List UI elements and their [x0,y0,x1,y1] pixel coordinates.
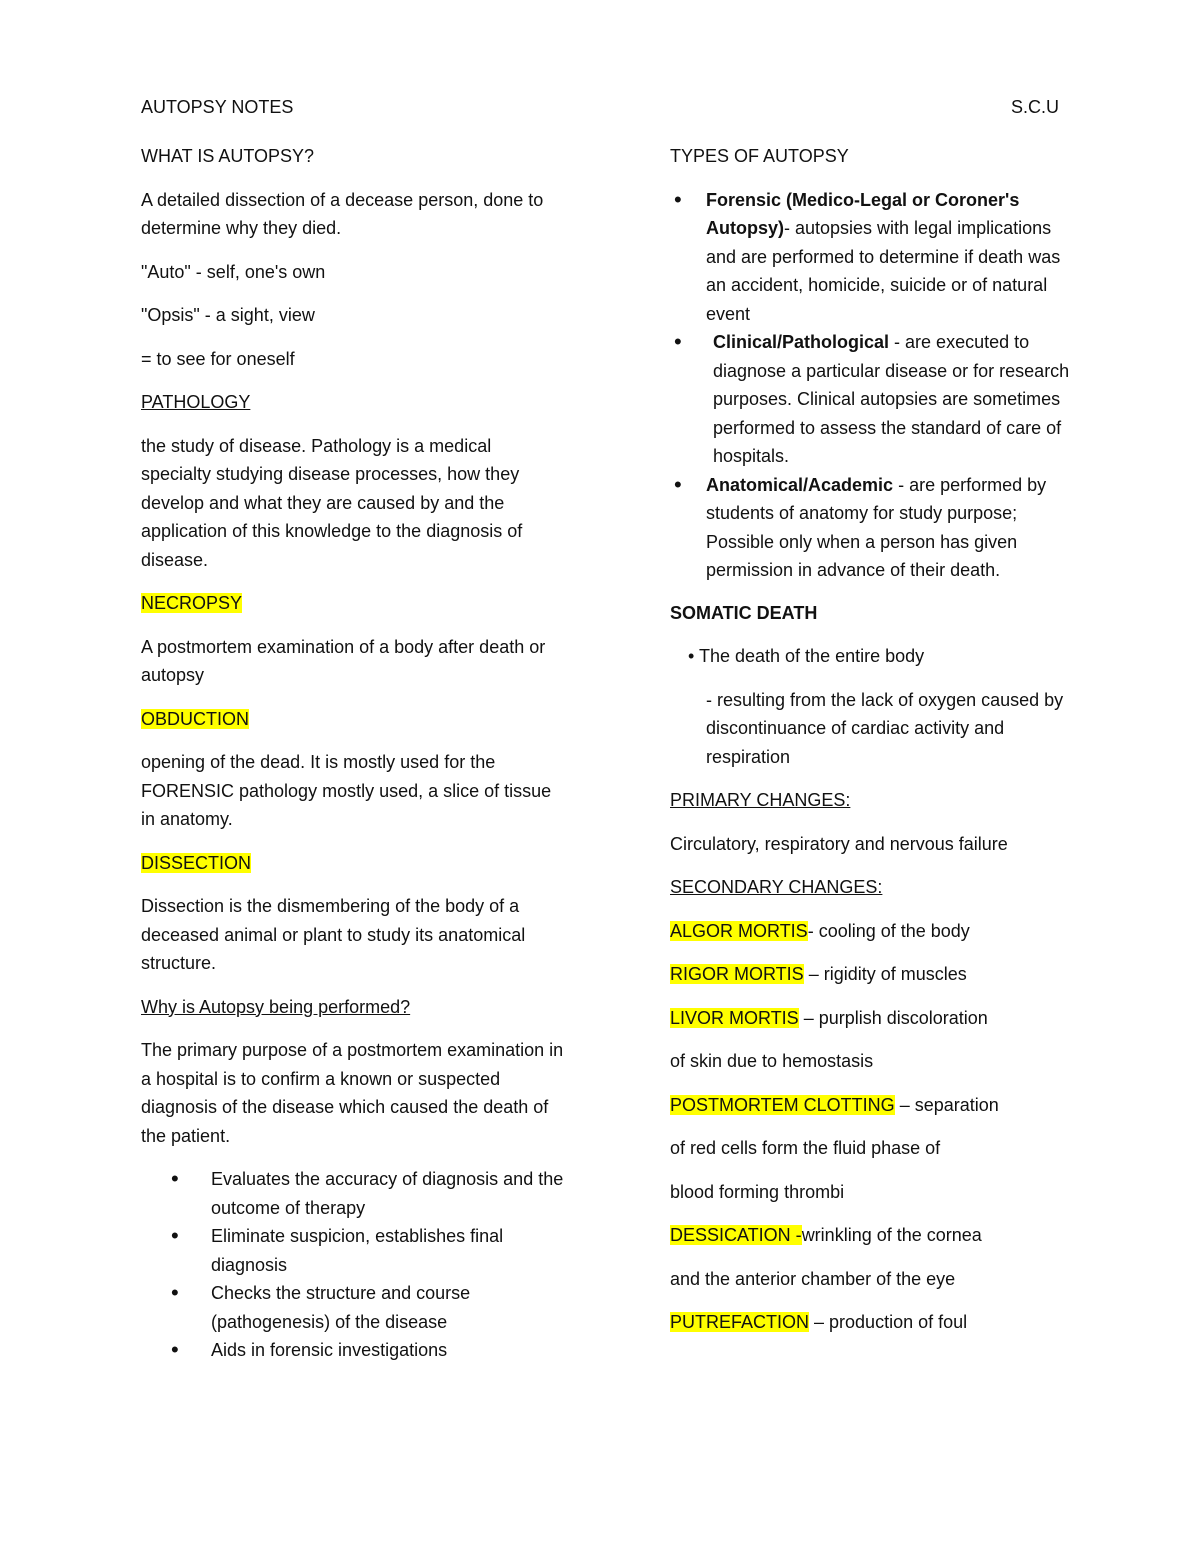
see-for-oneself: = to see for oneself [141,348,295,369]
change-term: RIGOR MORTIS [670,964,804,984]
dissection-heading: DISSECTION [141,852,252,873]
somatic-bullet: The death of the entire body [698,646,925,666]
change-term: DESSICATION - [670,1225,802,1245]
list-item: • Evaluates the accuracy of diagnosis and the outcome of therapy [141,1165,566,1222]
opsis-etymology: "Opsis" - a sight, view [141,305,315,325]
right-column [670,142,1070,1352]
document-title: AUTOPSY NOTES [141,97,294,117]
necropsy-heading: NECROPSY [141,593,243,613]
change-desc: wrinkling of the cornea [801,1225,982,1245]
type-desc-clinical: - are executed to diagnose a particular disease or for research purposes. Clinical autopsies are sometimes performed to assess the standard of care of hospitals. [713,332,1070,466]
why-autopsy-list [141,1165,566,1365]
change-desc: – purplish discoloration [798,1007,988,1028]
change-desc: of red cells form the fluid phase of [670,1138,941,1158]
why-autopsy-text: The primary purpose of a postmortem examination in a hospital is to confirm a known or suspected diagnosis of the disease which caused the death of the patient. [141,1040,564,1146]
necropsy-text: A postmortem examination of a body after death or autopsy [141,636,546,685]
type-desc-forensic: - autopsies with legal implications and are performed to determine if death was an accident, homicide, suicide or of natural event [706,218,1061,324]
change-livor-cont [670,1047,1070,1076]
left-column [141,142,566,1375]
primary-changes-text: Circulatory, respiratory and nervous failure [670,833,1008,854]
obduction-heading: OBDUCTION [141,708,249,729]
what-is-autopsy-heading: WHAT IS AUTOPSY? [141,146,315,166]
author-initials: S.C.U [1010,97,1059,117]
change-desc: blood forming thrombi [670,1181,845,1202]
list-item: • Eliminate suspicion, establishes final diagnosis [141,1222,566,1279]
change-dessication [670,1221,1070,1250]
type-term-clinical: Clinical/Pathological [713,332,890,352]
type-term-anatomical: Anatomical/Academic [706,474,894,495]
somatic-text: - resulting from the lack of oxygen caused by discontinuance of cardiac activity and respiration [706,689,1064,767]
change-dessication-cont [670,1265,1070,1294]
type-desc-anatomical: - are performed by students of anatomy for study purpose; Possible only when a person has given permission in advance of their death. [706,474,1047,580]
change-desc: – rigidity of muscles [803,964,967,984]
change-desc: of skin due to hemostasis [670,1051,874,1071]
bullet-icon: • [688,646,699,666]
change-desc: and the anterior chamber of the eye [670,1268,956,1289]
change-algor-mortis [670,917,1070,946]
change-term: ALGOR MORTIS [670,920,808,941]
somatic-death-heading: SOMATIC DEATH [670,602,818,623]
why-autopsy-heading: Why is Autopsy being performed? [141,996,411,1017]
autopsy-definition: A detailed dissection of a decease person, done to determine why they died. [141,189,544,238]
types-of-autopsy-heading: TYPES OF AUTOPSY [670,146,849,166]
change-desc: – separation [894,1094,999,1115]
change-desc: - cooling of the body [807,920,970,941]
autopsy-types-list [670,186,1070,585]
change-clotting-cont-2 [670,1178,1070,1207]
dissection-text: Dissection is the dismembering of the body of a deceased animal or plant to study its anatomical structure. [141,896,526,973]
auto-etymology: "Auto" - self, one's own [141,261,326,282]
change-putrefaction [670,1308,1070,1337]
change-term: PUTREFACTION [670,1312,810,1332]
obduction-text: opening of the dead. It is mostly used for the FORENSIC pathology mostly used, a slice of tissue in anatomy. [141,752,552,829]
change-term: POSTMORTEM CLOTTING [670,1094,895,1115]
pathology-heading: PATHOLOGY [141,392,251,412]
list-item [670,328,1070,471]
primary-changes-heading: PRIMARY CHANGES: [670,790,851,810]
list-item: • Checks the structure and course (pathogenesis) of the disease [141,1279,566,1336]
pathology-text: the study of disease. Pathology is a medical specialty studying disease processes, how they develop and what they are caused by and the application of this knowledge to the diagnosis of disease. [141,435,523,570]
change-rigor-mortis [670,960,1070,989]
list-item [670,186,1070,329]
change-postmortem-clotting [670,1091,1070,1120]
list-item [670,471,1070,585]
type-term-forensic: Forensic (Medico-Legal or Coroner's Autopsy) [706,189,1020,238]
secondary-changes-heading: SECONDARY CHANGES: [670,877,883,897]
change-desc: – production of foul [809,1312,968,1332]
list-item: • Aids in forensic investigations [141,1336,566,1365]
change-term: LIVOR MORTIS [670,1007,799,1028]
change-livor-mortis [670,1004,1070,1033]
change-clotting-cont-1 [670,1134,1070,1163]
